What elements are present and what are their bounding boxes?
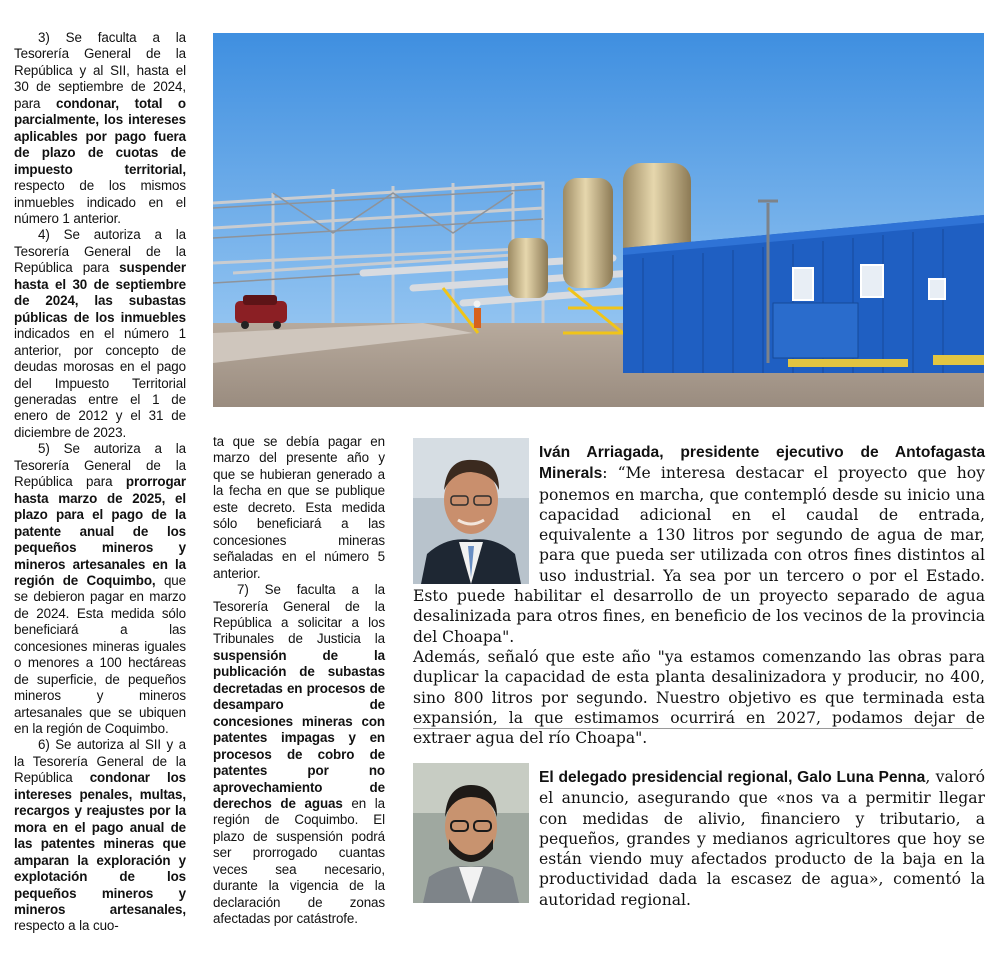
- quote-galo-luna-penna: [413, 767, 985, 910]
- ivan-arriagada-portrait: [413, 438, 529, 584]
- quote-ivan-arriagada: [413, 442, 985, 748]
- speaker-2-name: El delegado presidencial regional, Galo Luna Penna: [539, 769, 926, 786]
- quote-1-text: Iván Arriagada, presidente ejecutivo de Antofagasta Minerals: “Me interesa destacar el proyecto que hoy ponemos en marcha, que contempló desde su inicio una capacidad adicional en el caudal de entrada, equivalente a 130 litros por segundo de agua de mar, para que pueda ser utilizada con otros fines distintos al uso industrial. Ya sea por un tercero o por el Estado. Esto puede habilitar el desarrollo de un proyecto separado de agua desalinizada para otros fines, en beneficio de los vecinos de la provincia del Choapa".: [413, 444, 985, 646]
- paragraph-4: 4) Se autoriza a la Tesorería General de la República para suspender hasta el 30 de septiembre de 2024, las subastas públicas de los inmuebles indicados en el número 1 anterior, por concepto de deudas morosas en el pago del Impuesto Territorial generadas entre el 1 de enero de 2012 y el 31 de diciembre de 2023.: [14, 227, 186, 440]
- article-column-1: [14, 30, 186, 935]
- paragraph-7: 7) Se faculta a la Tesorería General de la República a solicitar a los Tribunales de Justicia la suspensión de la publicación de subastas decretadas en procesos de desamparo de concesiones mineras con patentes impagas y en procesos de cobro de patentes por no aprovechamiento de derechos de aguas en la región de Coquimbo. El plazo de suspensión podrá ser prorrogado cuantas veces sea necesario, durante la vigencia de la declaración de zonas afectadas por catástrofe.: [213, 582, 385, 927]
- desalination-plant-photo: [213, 33, 984, 407]
- speaker-1-name: Iván Arriagada, presidente ejecutivo de Antofagasta Minerals: [539, 444, 985, 483]
- galo-luna-penna-portrait: [413, 763, 529, 903]
- paragraph-5: 5) Se autoriza a la Tesorería General de la República para prorrogar hasta marzo de 2025, el plazo para el pago de la patente anual de los pequeños mineros y mineros artesanales en la región de Coquimbo, que se debieron pagar en marzo de 2024. Esta medida sólo beneficiará a las concesiones mineras iguales o menores a 100 hectáreas de superficie, de pequeños mineros y mineros artesanales que se ubiquen en la región de Coquimbo.: [14, 441, 186, 737]
- paragraph-6: 6) Se autoriza al SII y a la Tesorería General de la República condonar los intereses penales, multas, recargos y reajustes por la mora en el pago anual de las patentes mineras que amparan la exploración y explotación de los pequeños mineros y mineros artesanales, respecto a la cuo-: [14, 737, 186, 934]
- quote-2-text: El delegado presidencial regional, Galo Luna Penna, valoró el anuncio, asegurando que «nos va a permitir llegar con medidas de alivio, financiero y tributario, a pequeños, grandes y medianos agricultores que hoy se están viendo muy afectados producto de la baja en la productividad dada la escasez de agua», comentó la autoridad regional.: [539, 768, 985, 909]
- article-column-2: [213, 434, 385, 928]
- quote-1-text-2: Además, señaló que este año "ya estamos comenzando las obras para duplicar la capacidad de esta planta desalinizadora y producir, no 400, sino 800 litros por segundo. Nuestro objetivo es que terminada esta expansión, la que estimamos ocurrirá en 2027, podamos dejar de extraer agua del río Choapa".: [413, 647, 985, 748]
- section-divider: [413, 728, 973, 729]
- paragraph-6-continued: ta que se debía pagar en marzo del presente año y que se hubieran generado a la fecha en que se publique este decreto. Esta medida sólo beneficiará a las concesiones mineras señaladas en el número 5 anterior.: [213, 434, 385, 581]
- paragraph-3: 3) Se faculta a la Tesorería General de la República y al SII, hasta el 30 de septiembre de 2024, para condonar, total o parcialmente, los intereses aplicables por pago fuera de plazo de cuotas de impuesto territorial, respecto de los mismos inmuebles indicado en el número 1 anterior.: [14, 30, 187, 226]
